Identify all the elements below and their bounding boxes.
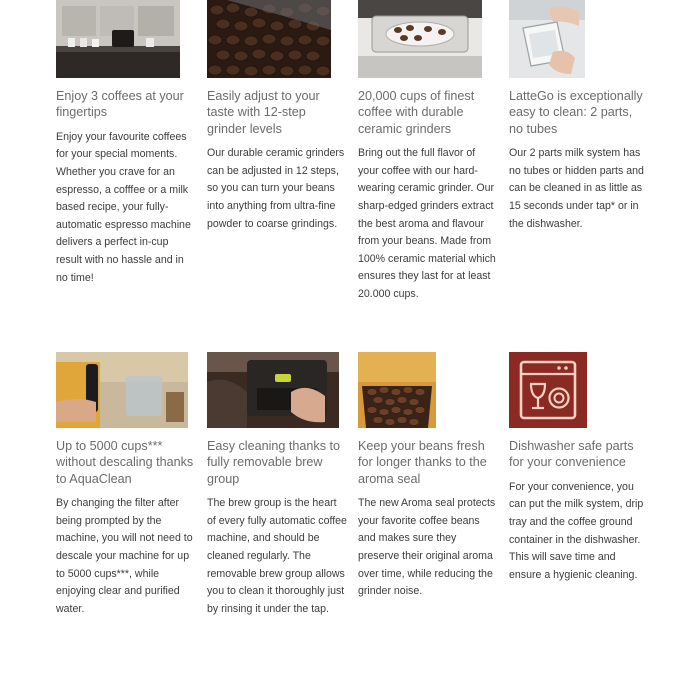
feature-title: Keep your beans fresh for longer thanks to the aroma seal	[358, 439, 487, 486]
kitchen-cups-photo	[56, 0, 180, 78]
feature-title: 20,000 cups of finest coffee with durable ceramic grinders	[358, 89, 475, 136]
feature-description: The brew group is the heart of every fully automatic coffee machine, and should be cleaned regularly. The removable brew group allows you to clean it thoroughly just by rinsing it under the tap.	[207, 497, 347, 615]
feature-card-dishwasher	[509, 350, 649, 584]
ceramic-grinder-photo	[358, 0, 482, 78]
feature-description: Enjoy your favourite coffees for your special moments. Whether you crave for an espresso, a cofffee or a milk based recipe, your fully-automatic espresso machine delivers a perfect in-cup result with no hassle and in no time!	[56, 130, 191, 284]
feature-description: Bring out the full flavor of your coffee with our hard-wearing ceramic grinder. Our sharp-edged grinders extract the best aroma and flavour from your beans. Made from 100% ceramic material which ensures they last for at least 20.000 cups.	[358, 147, 496, 300]
feature-title: Dishwasher safe parts for your convenience	[509, 439, 634, 470]
bean-container-photo	[358, 352, 436, 428]
feature-card-ceramic-grinders	[358, 0, 498, 304]
feature-description: The new Aroma seal protects your favorite coffee beans and makes sure they preserve their original aroma over time, while reducing the grinder noise.	[358, 497, 496, 598]
feature-card-grinder-levels	[207, 0, 347, 233]
feature-title: Enjoy 3 coffees at your fingertips	[56, 89, 184, 120]
dishwasher-icon	[509, 352, 587, 428]
feature-card-coffees	[56, 0, 196, 287]
lattego-cleaning-photo	[509, 0, 585, 78]
feature-description: Our durable ceramic grinders can be adjusted in 12 steps, so you can turn your beans into anything from ultra-fine powder to coarse grindings.	[207, 147, 345, 230]
feature-description: Our 2 parts milk system has no tubes or hidden parts and can be cleaned in as little as 15 seconds under tap* or in the dishwasher.	[509, 147, 644, 230]
coffee-beans-photo	[207, 0, 331, 78]
feature-title: Up to 5000 cups*** without descaling thanks to AquaClean	[56, 439, 194, 486]
feature-card-lattego	[509, 0, 649, 233]
feature-description: By changing the filter after being prompted by the machine, you will not need to descale your machine for up to 5000 cups***, while enjoying clear and purified water.	[56, 497, 193, 615]
feature-card-aquaclean	[56, 350, 196, 618]
feature-title: Easy cleaning thanks to fully removable brew group	[207, 439, 341, 486]
feature-card-brew-group	[207, 350, 347, 618]
brew-group-photo	[207, 352, 339, 428]
feature-title: LatteGo is exceptionally easy to clean: 2 parts, no tubes	[509, 89, 643, 136]
aquaclean-filter-photo	[56, 352, 188, 428]
feature-title: Easily adjust to your taste with 12-step grinder levels	[207, 89, 320, 136]
feature-card-aroma-seal	[358, 350, 498, 601]
feature-description: For your convenience, you can put the milk system, drip tray and the coffee ground container in the dishwasher. This will save time and ensure a hygienic cleaning.	[509, 480, 644, 581]
